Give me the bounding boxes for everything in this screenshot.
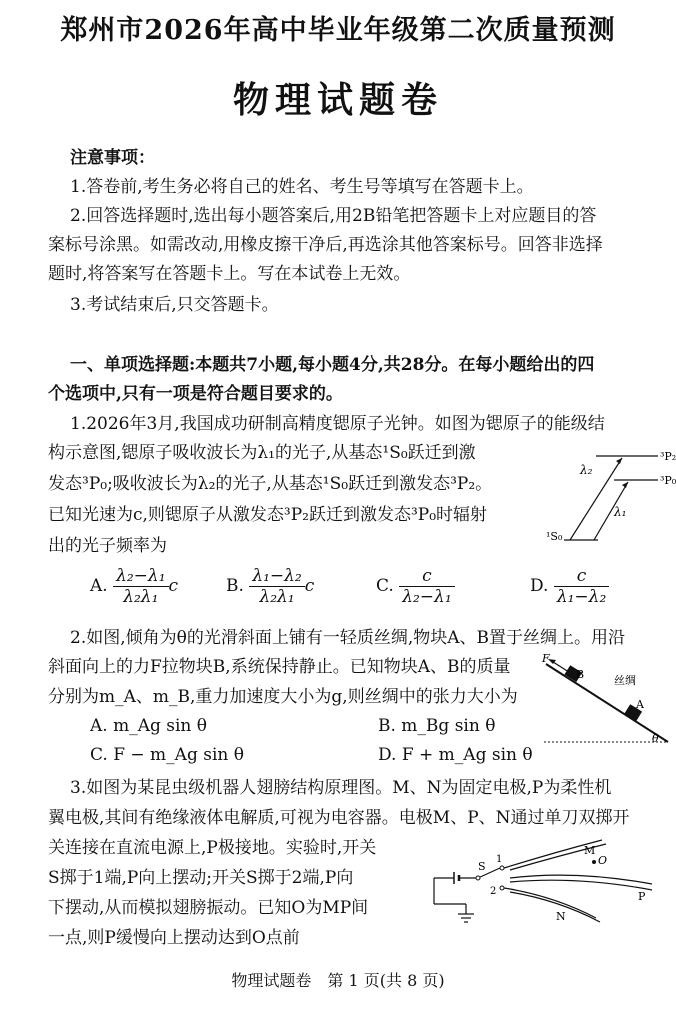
q1-option-d[interactable]: D. $\frac{c}{\text{λ₁−λ₂}}$ — [530, 566, 609, 607]
q3-line-2: 翼电极,其间有绝缘液体电解质,可视为电容器。电极M、P、N通过单刀双掷开 — [48, 808, 630, 828]
block-a-label: A — [636, 698, 644, 711]
q2-option-b[interactable]: B. m_Bg sin θ — [378, 716, 496, 736]
notice-line-2c: 题时,将答案写在答题卡上。写在本试卷上无效。 — [48, 264, 411, 284]
terminal-2-label: 2 — [490, 886, 497, 897]
q2-line-3: 分别为m_A、m_B,重力加速度大小为g,则丝绸中的张力大小为 — [48, 687, 518, 707]
notice-line-3: 3.考试结束后,只交答题卡。 — [70, 295, 279, 315]
q3-line-3: 关连接在直流电源上,P极接地。实验时,开关 — [48, 838, 377, 858]
block-b-label: B — [576, 668, 585, 681]
lambda1-label: λ₁ — [614, 505, 627, 519]
q1-line-1: 1.2026年3月,我国成功研制高精度锶原子光钟。如图为锶原子的能级结 — [70, 414, 605, 434]
q1-line-4: 已知光速为c,则锶原子从激发态³P₂跃迁到激发态³P₀时辐射 — [48, 505, 488, 525]
page-footer: 物理试题卷 第 1 页(共 8 页) — [231, 971, 445, 990]
level-3p2-label: ³P₂ — [660, 450, 676, 463]
level-3p0-label: ³P₀ — [660, 474, 676, 487]
incline-diagram — [536, 650, 676, 750]
lambda2-label: λ₂ — [580, 463, 593, 477]
point-o-label: O — [598, 854, 608, 867]
energy-level-diagram — [536, 434, 676, 554]
section-heading-line-2: 个选项中,只有一项是符合题目要求的。 — [48, 384, 343, 404]
exam-subtitle: 物理试题卷 — [232, 79, 443, 121]
electrode-n-label: N — [556, 910, 566, 923]
section-heading-line-1: 一、单项选择题:本题共7小题,每小题4分,共28分。在每小题给出的四 — [70, 355, 595, 375]
q2-option-c[interactable]: C. F − m_Ag sin θ — [90, 745, 244, 765]
angle-theta-label: θ — [652, 732, 659, 745]
notice-heading: 注意事项： — [70, 148, 155, 168]
exam-title: 郑州市2026年高中毕业年级第二次质量预测 — [60, 15, 616, 46]
q2-option-d[interactable]: D. F + m_Ag sin θ — [378, 745, 533, 765]
terminal-1-label: 1 — [496, 854, 503, 865]
force-f-label: F — [542, 652, 550, 665]
q1-line-3: 发态³P₀;吸收波长为λ₂的光子,从基态¹S₀跃迁到激发态³P₂。 — [48, 474, 493, 494]
q1-line-2: 构示意图,锶原子吸收波长为λ₁的光子,从基态¹S₀跃迁到激 — [48, 443, 476, 463]
q2-line-1: 2.如图,倾角为θ的光滑斜面上铺有一轻质丝绸,物块A、B置于丝绸上。用沿 — [70, 628, 626, 648]
q1-option-c[interactable]: C. $\frac{c}{\text{λ₂−λ₁}}$ — [376, 566, 455, 607]
q2-option-a[interactable]: A. m_Ag sin θ — [90, 716, 208, 736]
silk-label: 丝绸 — [614, 674, 636, 687]
q3-line-4: S掷于1端,P向上摆动;开关S掷于2端,P向 — [48, 868, 354, 888]
notice-line-2b: 案标号涂黑。如需改动,用橡皮擦干净后,再选涂其他答案标号。回答非选择 — [48, 235, 603, 255]
notice-line-1: 1.答卷前,考生务必将自己的姓名、考生号等填写在答题卡上。 — [70, 177, 534, 197]
q1-option-b[interactable]: B. $\frac{\text{λ₁−λ₂}}{\text{λ₂λ₁}}$ c — [226, 566, 315, 607]
level-1s0-label: ¹S₀ — [546, 530, 563, 543]
q3-line-6: 一点,则P缓慢向上摆动达到O点前 — [48, 928, 300, 948]
q2-line-2: 斜面向上的力F拉物块B,系统保持静止。已知物块A、B的质量 — [48, 657, 511, 677]
q1-line-5: 出的光子频率为 — [48, 536, 167, 556]
switch-s-label: S — [478, 860, 486, 873]
electrode-m-label: M — [584, 844, 596, 857]
q3-line-5: 下摆动,从而模拟翅膀振动。已知O为MP间 — [48, 898, 369, 918]
electrode-p-label: P — [638, 890, 646, 903]
q1-option-a[interactable]: A. $\frac{\text{λ₂−λ₁}}{\text{λ₂λ₁}}$ c — [90, 566, 179, 607]
notice-line-2a: 2.回答选择题时,选出每小题答案后,用2B铅笔把答题卡上对应题目的答 — [70, 206, 597, 226]
wing-circuit-diagram — [426, 836, 656, 946]
q3-line-1: 3.如图为某昆虫级机器人翅膀结构原理图。M、N为固定电极,P为柔性机 — [70, 778, 612, 798]
